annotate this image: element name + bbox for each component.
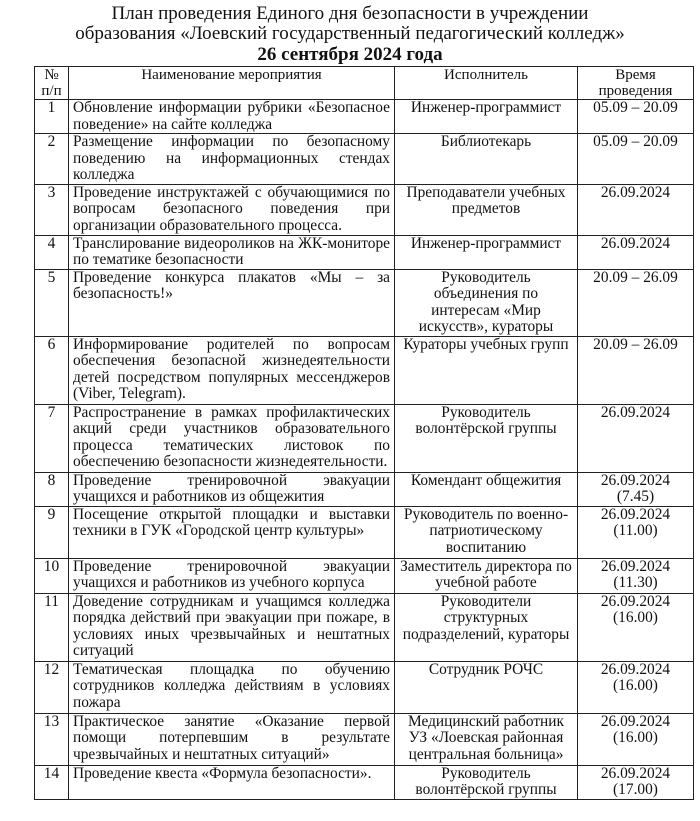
event-time xyxy=(578,713,694,765)
row-number: 11 xyxy=(35,593,69,661)
event-date: 26.09.2024 xyxy=(600,234,671,252)
event-name: Доведение сотрудникам и учащимся колледжа порядка действий при эвакуации при пожаре, в условиях иных чрезвычайных и нештатных ситуаций xyxy=(69,593,395,661)
table-header-row xyxy=(35,67,694,100)
table-row xyxy=(35,336,694,404)
row-number: 12 xyxy=(35,661,69,713)
event-date: 26.09.2024 xyxy=(600,403,671,421)
table-row xyxy=(35,506,694,558)
event-date: 26.09.2024 xyxy=(600,183,671,201)
table-row xyxy=(35,558,694,593)
header-name: Наименование мероприятия xyxy=(69,67,395,100)
table-row xyxy=(35,404,694,472)
event-name: Проведение инструктажей с обучающимися по вопросам безопасного поведения при организации образовательного процесса. xyxy=(69,184,395,235)
event-date: 26.09.2024 xyxy=(600,660,671,678)
row-number: 3 xyxy=(35,184,69,235)
table-row xyxy=(35,765,694,799)
event-date: 05.09 – 20.09 xyxy=(593,99,678,116)
event-start-time: (16.00) xyxy=(613,609,658,626)
table-body xyxy=(35,100,694,800)
row-number: 2 xyxy=(35,134,69,185)
event-date: 26.09.2024 xyxy=(600,557,671,575)
row-number: 9 xyxy=(35,506,69,558)
event-name: Распространение в рамках профилактических акций среди участников образовательного процесса тематических листовок по обеспечению безопасности жизнедеятельности. xyxy=(69,404,395,472)
event-date: 26.09.2024 xyxy=(600,764,671,782)
row-number: 4 xyxy=(35,235,69,269)
event-start-time: (11.00) xyxy=(613,522,658,539)
row-number: 7 xyxy=(35,404,69,472)
event-executor: Заместитель директора по учебной работе xyxy=(395,558,578,593)
header-executor: Исполнитель xyxy=(395,67,578,100)
row-number: 6 xyxy=(35,336,69,404)
event-date: 26.09.2024 xyxy=(600,712,671,730)
event-name: Посещение открытой площадки и выставки техники в ГУК «Городской центр культуры» xyxy=(69,506,395,558)
event-date: 20.09 – 26.09 xyxy=(593,268,678,286)
event-name: Обновление информации рубрики «Безопасное поведение» на сайте колледжа xyxy=(69,100,395,134)
event-start-time: (17.00) xyxy=(613,781,658,798)
event-date: 26.09.2024 xyxy=(600,471,671,489)
row-number: 14 xyxy=(35,765,69,799)
event-time xyxy=(578,235,694,269)
event-time xyxy=(578,134,694,185)
events-table xyxy=(34,66,694,800)
header-time: Время проведения xyxy=(578,67,694,100)
table-row xyxy=(35,269,694,336)
event-time xyxy=(578,593,694,661)
event-date: 26.09.2024 xyxy=(600,592,671,610)
event-name: Проведение конкурса плакатов «Мы – за безопасность!» xyxy=(69,269,395,336)
event-name: Информирование родителей по вопросам обеспечения безопасной жизнедеятельности детей посредством популярных мессенджеров (Viber, Telegram). xyxy=(69,336,395,404)
document-title xyxy=(0,4,700,65)
event-executor: Руководитель волонтёрской группы xyxy=(395,765,578,799)
event-executor: Кураторы учебных групп xyxy=(395,336,578,404)
event-executor: Инженер-программист xyxy=(395,100,578,134)
event-executor: Сотрудник РОЧС xyxy=(395,661,578,713)
event-time xyxy=(578,558,694,593)
event-executor: Медицинский работник УЗ «Лоевская районная центральная больница» xyxy=(395,713,578,765)
event-executor: Руководитель по военно-патриотическому воспитанию xyxy=(395,506,578,558)
event-time xyxy=(578,336,694,404)
event-date: 26.09.2024 xyxy=(600,505,671,523)
event-date: 20.09 – 26.09 xyxy=(593,335,678,353)
event-name: Размещение информации по безопасному поведению на информационных стендах колледжа xyxy=(69,134,395,185)
title-line-1: План проведения Единого дня безопасности в учреждении xyxy=(111,3,589,24)
event-time xyxy=(578,184,694,235)
event-time xyxy=(578,765,694,799)
event-time xyxy=(578,404,694,472)
row-number: 10 xyxy=(35,558,69,593)
table-row xyxy=(35,134,694,185)
table-row xyxy=(35,184,694,235)
event-executor: Комендант общежития xyxy=(395,472,578,506)
event-name: Проведение тренировочной эвакуации учащихся и работников из учебного корпуса xyxy=(69,558,395,593)
event-start-time: (16.00) xyxy=(613,729,658,746)
event-start-time: (16.00) xyxy=(613,677,658,694)
event-time xyxy=(578,506,694,558)
event-time xyxy=(578,100,694,134)
event-start-time: (11.30) xyxy=(613,574,658,591)
event-executor: Руководитель волонтёрской группы xyxy=(395,404,578,472)
row-number: 5 xyxy=(35,269,69,336)
table-row xyxy=(35,593,694,661)
header-num: № п/п xyxy=(35,67,69,100)
event-time xyxy=(578,661,694,713)
event-time xyxy=(578,269,694,336)
table-row xyxy=(35,661,694,713)
table-row xyxy=(35,100,694,134)
event-executor: Библиотекарь xyxy=(395,134,578,185)
event-name: Транслирование видеороликов на ЖК-мониторе по тематике безопасности xyxy=(69,235,395,269)
event-executor: Руководители структурных подразделений, кураторы xyxy=(395,593,578,661)
event-start-time: (7.45) xyxy=(616,488,655,505)
table-row xyxy=(35,235,694,269)
row-number: 8 xyxy=(35,472,69,506)
title-line-2: образования «Лоевский государственный педагогический колледж» xyxy=(75,23,625,44)
event-time xyxy=(578,472,694,506)
table-row xyxy=(35,713,694,765)
row-number: 1 xyxy=(35,100,69,134)
event-executor: Руководитель объединения по интересам «Мир искусств», кураторы xyxy=(395,269,578,336)
event-executor: Преподаватели учебных предметов xyxy=(395,184,578,235)
event-name: Практическое занятие «Оказание первой помощи потерпевшим в результате чрезвычайных и нештатных ситуаций» xyxy=(69,713,395,765)
event-name: Проведение тренировочной эвакуации учащихся и работников из общежития xyxy=(69,472,395,506)
row-number: 13 xyxy=(35,713,69,765)
title-date: 26 сентября 2024 года xyxy=(257,44,443,65)
event-executor: Инженер-программист xyxy=(395,235,578,269)
event-date: 05.09 – 20.09 xyxy=(593,133,678,150)
event-name: Проведение квеста «Формула безопасности». xyxy=(69,765,395,799)
table-row xyxy=(35,472,694,506)
event-name: Тематическая площадка по обучению сотрудников колледжа действиям в условиях пожара xyxy=(69,661,395,713)
